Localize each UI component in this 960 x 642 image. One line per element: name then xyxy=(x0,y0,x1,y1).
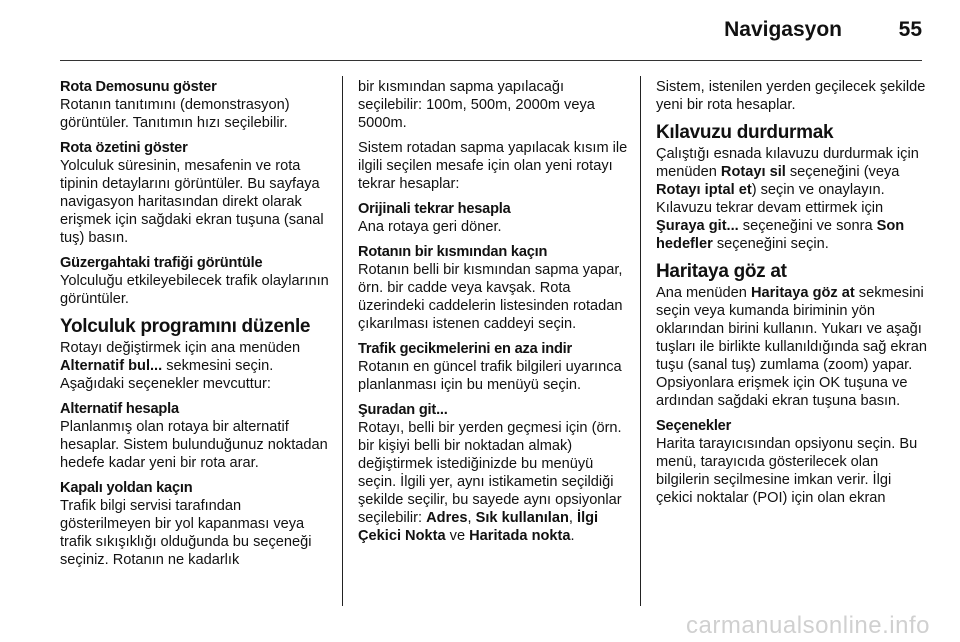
entry-title: Alternatif hesapla xyxy=(60,401,179,417)
column-divider-left xyxy=(342,76,343,606)
column-divider-right xyxy=(640,76,641,606)
text-run: seçeneğini ve sonra xyxy=(738,218,877,234)
column-1 xyxy=(60,78,330,576)
entry-suradan-git xyxy=(358,401,628,545)
section-intro-2: Aşağıdaki seçenekler mevcuttur: xyxy=(60,376,271,392)
text-run: seçeneğini seçin. xyxy=(712,236,829,252)
entry-orijinali-hesapla xyxy=(358,200,628,236)
entry-title: Rota Demosunu göster xyxy=(60,79,217,95)
section-intro xyxy=(60,339,330,375)
page-header xyxy=(0,0,960,62)
entry-text: Planlanmış olan rotaya bir alternatif hesaplar. Sistem bulunduğunuz noktadan hedefe kadar yeni bir rota arar. xyxy=(60,419,328,471)
entry-text: Yolculuğu etkileyebilecek trafik olaylarının görüntüler. xyxy=(60,273,329,307)
page-title: Navigasyon xyxy=(724,18,842,41)
separator: . xyxy=(570,528,575,544)
entry-text: Ana rotaya geri döner. xyxy=(358,219,502,235)
entry-title: Güzergahtaki trafiği görüntüle xyxy=(60,255,263,271)
entry-rota-demosu xyxy=(60,78,330,132)
entry-text xyxy=(358,419,628,545)
section-title: Kılavuzu durdurmak xyxy=(656,122,834,143)
entry-title: Rotanın bir kısmından kaçın xyxy=(358,244,548,260)
entry-title: Rota özetini göster xyxy=(60,140,188,156)
option-reference: İlgi Çekici Nokta xyxy=(358,510,599,544)
menu-reference: Rotayı sil xyxy=(720,164,786,180)
text-run: Ana menüden xyxy=(656,285,751,301)
text-run: seçeneğini (veya xyxy=(785,164,900,180)
entry-text: Rotanın tanıtımını (demonstrasyon) görüntüler. Tanıtımın hızı seçilebilir. xyxy=(60,97,290,131)
text-run: Çalıştığı esnada kılavuzu durdurmak için menüden xyxy=(656,146,919,180)
entry-title: Orijinali tekrar hesapla xyxy=(358,201,511,217)
paragraph: Sistem rotadan sapma yapılacak kısım ile ilgili seçilen mesafe için olan yeni rotayı tekrar hesaplar: xyxy=(358,140,628,192)
separator: ve xyxy=(445,528,470,544)
menu-reference: Son hedefler xyxy=(656,218,905,252)
entry-trafik-gecikme xyxy=(358,340,628,394)
entry-text: Rotanın en güncel trafik bilgileri uyarınca planlanması için bu menüyü seçin. xyxy=(358,359,622,393)
column-2 xyxy=(358,78,628,545)
text-run: Rotayı değiştirmek için ana menüden xyxy=(60,340,301,356)
entry-secenekler xyxy=(656,417,928,507)
option-reference: Sık kullanılan xyxy=(475,510,569,526)
column-3 xyxy=(656,78,928,514)
menu-reference: Haritaya göz at xyxy=(750,285,855,301)
entry-text: Rotanın belli bir kısmından sapma yapar, örn. bir cadde veya kavşak. Rota üzerindeki caddelerin listesinden rotadan çıkarılması istenen caddeyi seçin. xyxy=(358,262,623,332)
section-title: Yolculuk programını düzenle xyxy=(60,316,311,337)
entry-text: Harita tarayıcısından opsiyonu seçin. Bu menü, tarayıcıda gösterilecek olan bilgilerin seçilmesine imkan verir. İlgi çekici noktalar (POI) için olan ekran xyxy=(656,436,918,506)
option-reference: Adres xyxy=(426,510,468,526)
separator: , xyxy=(568,510,578,526)
menu-reference: Şuraya git... xyxy=(656,218,739,234)
entry-title: Şuradan git... xyxy=(358,402,448,418)
entry-title: Kapalı yoldan kaçın xyxy=(60,480,193,496)
entry-title: Trafik gecikmelerini en aza indir xyxy=(358,341,573,357)
separator: , xyxy=(467,510,476,526)
menu-reference: Alternatif bul... xyxy=(60,358,163,374)
entry-guzergah-trafigi xyxy=(60,254,330,308)
menu-reference: Rotayı iptal et xyxy=(656,182,752,198)
paragraph xyxy=(656,145,928,253)
option-reference: Haritada nokta xyxy=(469,528,571,544)
entry-title: Seçenekler xyxy=(656,418,732,434)
entry-kapali-yol xyxy=(60,479,330,569)
text-run: sekmesini seçin veya kumanda biriminin yön oklarından birini kullanın. Yukarı ve aşağı tuşları ile birlikte kullanıldığında sağ ekran tuşu (sanal tuş) zumlama (zoom) yapar. Opsiyonlara erişmek için OK tuşuna ve ardından sağdaki ekran tuşuna basın. xyxy=(656,285,927,409)
paragraph: Sistem, istenilen yerden geçilecek şekilde yeni bir rota hesaplar. xyxy=(656,79,926,113)
entry-alternatif-hesapla xyxy=(60,400,330,472)
paragraph: bir kısmından sapma yapılacağı seçilebilir: 100m, 500m, 2000m veya 5000m. xyxy=(358,79,595,131)
section-title: Haritaya göz at xyxy=(656,261,787,282)
entry-text: Trafik bilgi servisi tarafından gösterilmeyen bir yol kapanması veya trafik sıkışıklığı olduğunda bu seçeneği seçiniz. Rotanın ne kadarlık xyxy=(60,498,312,568)
text-run: Rotayı, belli bir yerden geçmesi için (örn. bir kişiyi belli bir noktadan almak) değiştirmek istediğinizde bu menüyü seçin. İlgili yer, aynı istikametin seçildiği şekilde seçilir, bu sayede aynı opsiyonlar seçilebilir: xyxy=(358,420,622,526)
text-run: ) seçin ve onaylayın. Kılavuzu tekrar devam ettirmek için xyxy=(656,182,885,216)
header-divider xyxy=(60,60,922,61)
entry-rota-ozeti xyxy=(60,139,330,247)
paragraph xyxy=(656,284,928,410)
entry-rota-kismi-kacin xyxy=(358,243,628,333)
page-number: 55 xyxy=(898,18,922,41)
watermark: carmanualsonline.info xyxy=(686,612,930,639)
entry-text: Yolculuk süresinin, mesafenin ve rota tipinin detaylarını görüntüler. Bu sayfaya navigasyon haritasından direkt olarak erişmek için sağdaki ekran tuşuna (sanal tuş) basın. xyxy=(60,158,324,246)
text-run: sekmesini seçin. xyxy=(162,358,274,374)
